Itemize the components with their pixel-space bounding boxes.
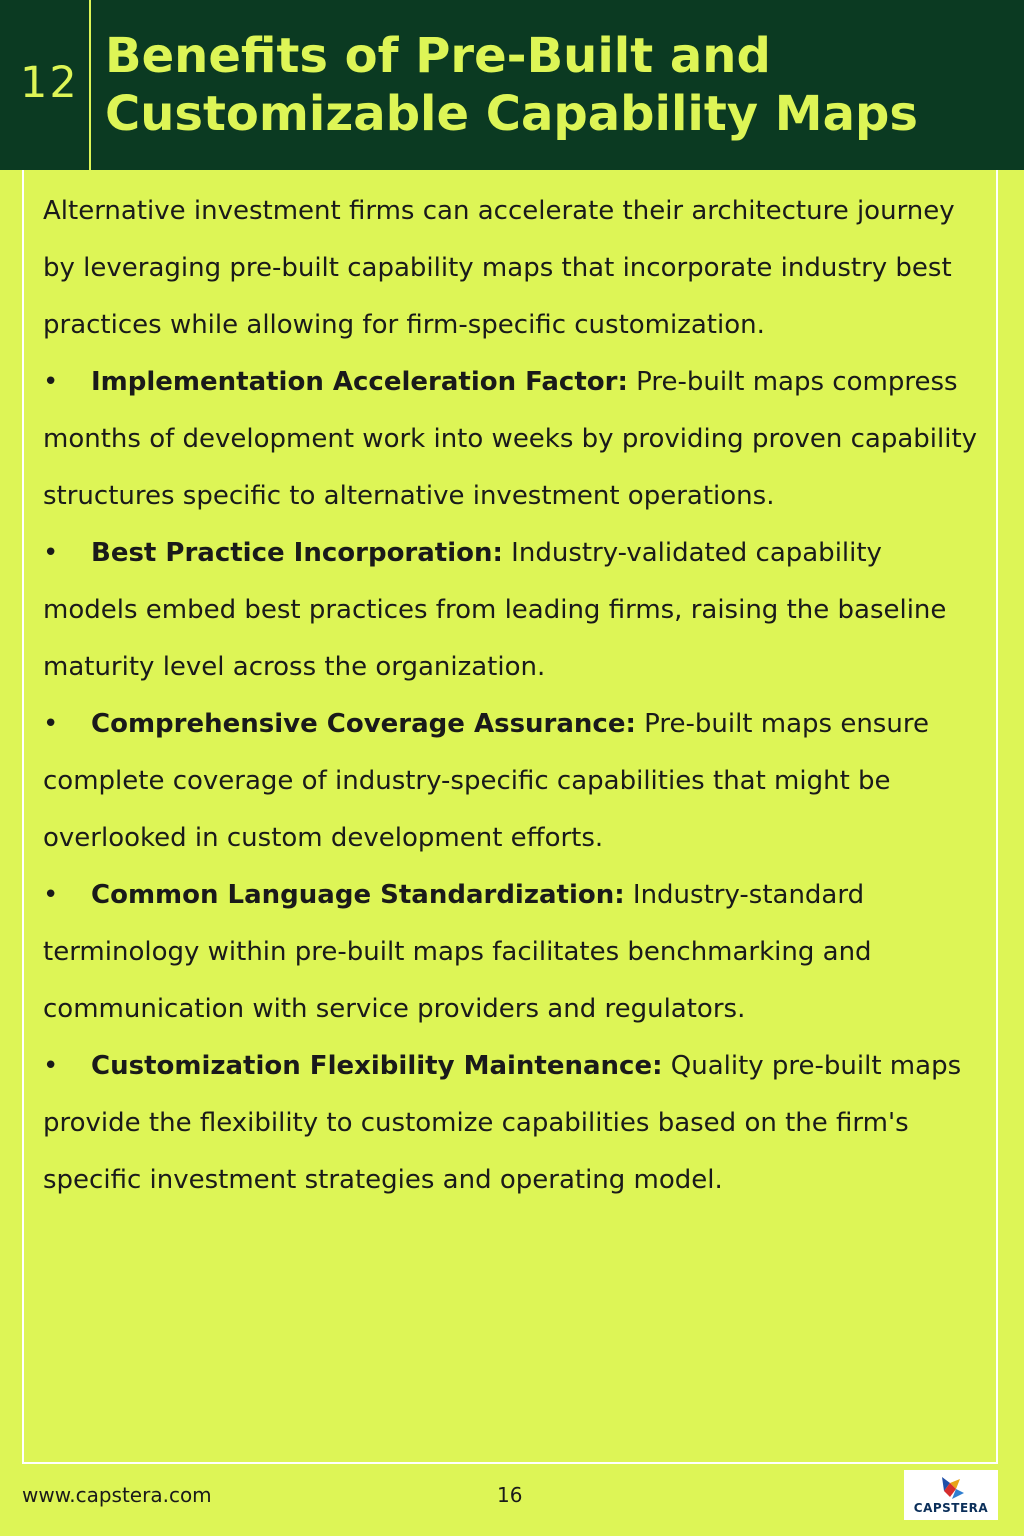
main-content xyxy=(43,183,983,1209)
capstera-logo-icon xyxy=(934,1473,968,1501)
bullet-text: Industry-standard terminology within pre-built maps facilitates benchmarking and communication with service providers and regulators. xyxy=(43,880,872,1024)
title-line-2: Customizable Capability Maps xyxy=(105,86,918,142)
bullet-marker: • xyxy=(43,538,59,568)
bullet-title: Customization Flexibility Maintenance: xyxy=(91,1051,663,1081)
bullet-marker: • xyxy=(43,367,59,397)
bullet-item xyxy=(43,354,983,525)
bullet-marker: • xyxy=(43,709,59,739)
bullet-title: Common Language Standardization: xyxy=(91,880,625,910)
footer-website-link[interactable]: www.capstera.com xyxy=(22,1483,212,1507)
page-header xyxy=(0,0,1024,170)
bullet-text: Pre-built maps compress months of development work into weeks by providing proven capability structures specific to alternative investment operations. xyxy=(43,367,978,511)
bullet-title: Implementation Acceleration Factor: xyxy=(91,367,628,397)
intro-paragraph: Alternative investment firms can accelerate their architecture journey by leveraging pre-built capability maps that incorporate industry best practices while allowing for firm-specific customization. xyxy=(43,196,955,340)
page-number: 16 xyxy=(497,1483,523,1507)
page-title xyxy=(105,27,1005,143)
capstera-logo xyxy=(904,1470,998,1520)
bullet-text: Pre-built maps ensure complete coverage of industry-specific capabilities that might be overlooked in custom development efforts. xyxy=(43,709,929,853)
bullet-text: Industry-validated capability models embed best practices from leading firms, raising the baseline maturity level across the organization. xyxy=(43,538,947,682)
bullet-item xyxy=(43,525,983,696)
bullet-title: Best Practice Incorporation: xyxy=(91,538,503,568)
header-divider xyxy=(89,0,91,170)
bullet-marker: • xyxy=(43,1051,59,1081)
logo-text: CAPSTERA xyxy=(913,1501,989,1515)
section-number: 12 xyxy=(20,58,79,108)
bullet-title: Comprehensive Coverage Assurance: xyxy=(91,709,636,739)
title-line-1: Benefits of Pre-Built and xyxy=(105,28,771,84)
bullet-item xyxy=(43,696,983,867)
bullet-item xyxy=(43,1038,983,1209)
bullet-text: Quality pre-built maps provide the flexibility to customize capabilities based on the firm's specific investment strategies and operating model. xyxy=(43,1051,962,1195)
bullet-item xyxy=(43,867,983,1038)
bullet-marker: • xyxy=(43,880,59,910)
